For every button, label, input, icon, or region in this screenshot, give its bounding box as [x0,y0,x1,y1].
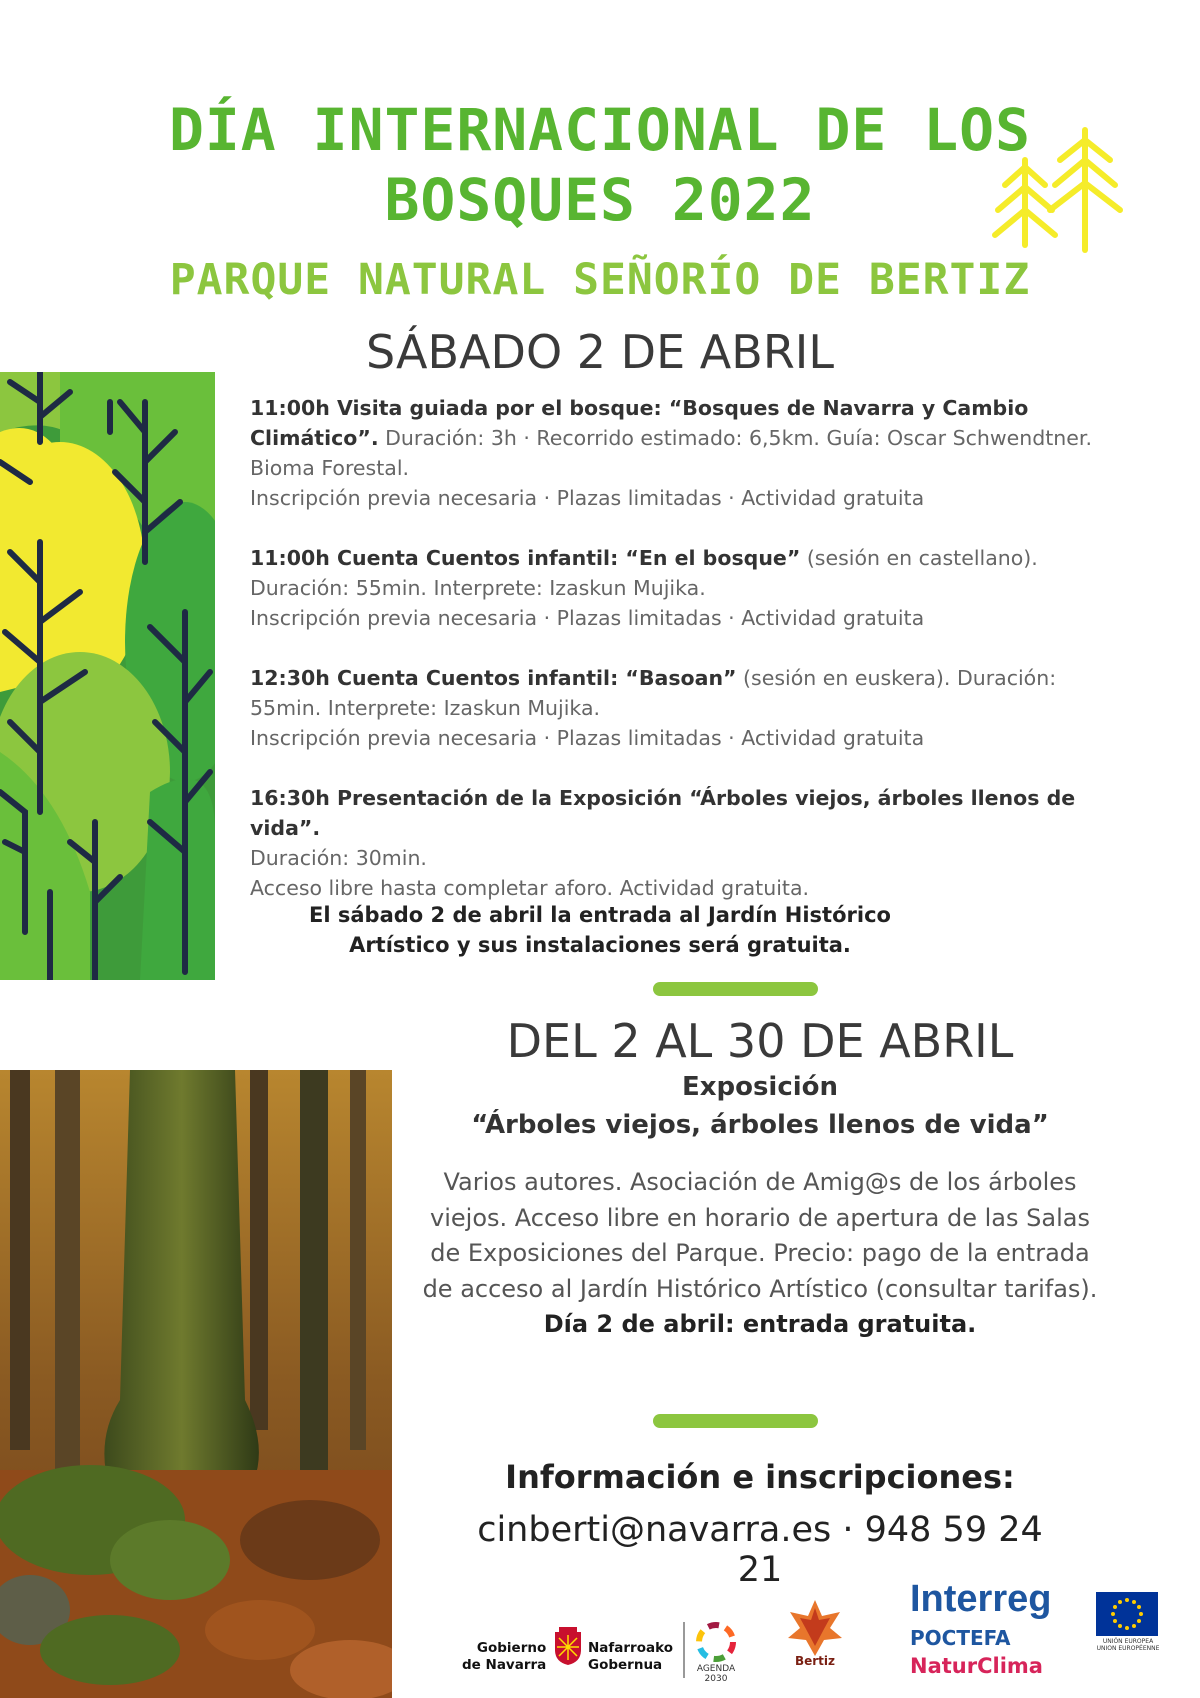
contact-info[interactable]: cinberti@navarra.es · 948 59 24 21 [477,1510,1043,1590]
nafarroako-gobernua-text: Nafarroako Gobernua [588,1640,673,1673]
divider [653,1414,818,1428]
autumn-forest-photo [0,1070,392,1698]
exhibition-label: Exposición [681,1072,839,1102]
event-item [250,543,1130,633]
agenda-2030-icon [694,1620,738,1664]
event-item [250,393,1130,513]
event-title: 16:30h Presentación de la Exposición “Árboles viejos, árboles llenos de vida”. [250,786,1076,840]
event-note: Inscripción previa necesaria · Plazas limitadas · Actividad gratuita [250,486,925,510]
event-note: Inscripción previa necesaria · Plazas limitadas · Actividad gratuita [250,606,925,630]
event-details: Duración: 3h · Recorrido estimado: 6,5km. Guía: Oscar Schwendtner. Bioma Forestal. [250,426,1092,480]
event-title: 12:30h Cuenta Cuentos infantil: “Basoan” [250,666,737,690]
event-note: Acceso libre hasta completar aforo. Actividad gratuita. [250,876,810,900]
event-item [250,783,1130,903]
eu-flag-icon [1096,1592,1158,1636]
agenda-2030-text: AGENDA 2030 [696,1664,736,1684]
pine-trees-icon [990,125,1130,255]
bertiz-leaf-icon [786,1598,844,1658]
saturday-date-heading: SÁBADO 2 DE ABRIL [366,325,834,379]
event-item [250,663,1130,753]
info-heading: Información e inscripciones: [505,1458,1015,1496]
exhibition-title: “Árboles viejos, árboles llenos de vida” [471,1110,1049,1140]
event-details: (sesión en castellano). Duración: 55min. Interprete: Izaskun Mujika. [250,546,1038,600]
event-details: (sesión en euskera). Duración: 55min. Interprete: Izaskun Mujika. [250,666,1057,720]
divider [653,982,818,996]
title-line-2: BOSQUES 2022 [384,166,816,234]
event-details: Duración: 30min. [250,846,427,870]
event-title: 11:00h Visita guiada por el bosque: “Bosques de Navarra y Cambio Climático”. [250,396,1029,450]
free-entry-notice: El sábado 2 de abril la entrada al Jardín Histórico Artístico y sus instalaciones será gratuita. [309,903,891,957]
interreg-logo: Interreg [910,1578,1052,1620]
naturclima-text: NaturClima [910,1654,1043,1678]
page-title [150,95,1050,235]
park-subtitle: PARQUE NATURAL SEÑORÍO DE BERTIZ [169,255,1031,305]
eu-text: UNIÓN EUROPEA UNION EUROPÉENNE [1096,1638,1160,1652]
exhibition-free-day: Día 2 de abril: entrada gratuita. [543,1310,977,1338]
exhibition-description [415,1165,1105,1343]
navarra-shield-icon [553,1626,583,1666]
gobierno-navarra-text: Gobierno de Navarra [462,1640,547,1673]
exhibition-details: Varios autores. Asociación de Amig@s de los árboles viejos. Acceso libre en horario de apertura de las Salas de Exposiciones del Parque. Precio: pago de la entrada de acceso al Jardín Histórico Artístico (consultar tarifas). [422,1168,1098,1303]
poctefa-text: POCTEFA [910,1626,1011,1650]
exhibition-date-heading: DEL 2 AL 30 DE ABRIL [506,1014,1014,1068]
event-title: 11:00h Cuenta Cuentos infantil: “En el bosque” [250,546,801,570]
bertiz-text: Bertiz [794,1654,836,1668]
forest-illustration [0,372,215,980]
logo-divider [683,1622,685,1678]
event-note: Inscripción previa necesaria · Plazas limitadas · Actividad gratuita [250,726,925,750]
title-line-1: DÍA INTERNACIONAL DE LOS [168,96,1032,164]
